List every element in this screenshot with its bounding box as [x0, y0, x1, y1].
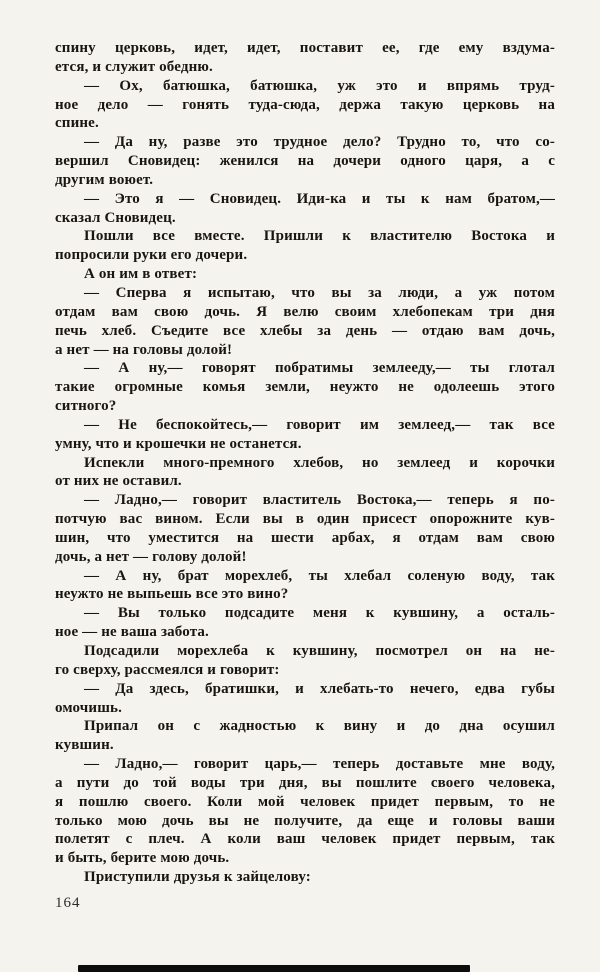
text-line: я пошлю своего. Коли мой человек придет первым, то не — [55, 793, 555, 810]
page-text-block — [55, 39, 555, 887]
text-line: ное — не ваша забота. — [55, 624, 209, 641]
text-line: — Это я — Сновидец. Иди-ка и ты к нам братом,— — [84, 190, 555, 207]
page-number: 164 — [55, 895, 81, 911]
text-line: Подсадили морехлеба к кувшину, посмотрел он на не- — [84, 643, 555, 659]
text-line: ситного? — [55, 398, 117, 415]
text-line: дочь, а нет — голову долой! — [55, 548, 247, 565]
text-line: ное дело — гонять туда-сюда, держа такую церковь на — [55, 96, 555, 113]
text-line: — А ну,— говорят побратимы землееду,— ты глотал — [84, 360, 555, 377]
text-line: — Да здесь, братишки, и хлебать-то нечего, едва губы — [84, 680, 555, 697]
text-line: Припал он с жадностью к вину и до дна осушил — [84, 718, 555, 735]
text-line: го сверху, рассмеялся и говорит: — [55, 661, 280, 678]
text-line: другим воюет. — [55, 171, 154, 188]
text-line: вершил Сновидец: женился на дочери одного царя, а с — [55, 153, 555, 170]
text-line: — Ладно,— говорит властитель Востока,— теперь я по- — [84, 492, 555, 509]
text-line: неужто не выпьешь все это вино? — [55, 586, 289, 603]
text-line: омочишь. — [55, 699, 122, 716]
text-line: отдам вам свою дочь. Я велю своим хлебопекам три дня — [55, 303, 555, 320]
text-line: Приступили друзья к зайцелову: — [84, 869, 311, 886]
text-line: такие огромные комья земли, неужто не одолеешь этого — [55, 379, 555, 396]
text-line: — Да ну, разве это трудное дело? Трудно то, что со- — [84, 134, 555, 151]
scan-edge-artifact — [78, 965, 470, 972]
text-line: и быть, берите мою дочь. — [55, 850, 230, 867]
text-line: а нет — на головы долой! — [55, 341, 233, 358]
text-line: — А ну, брат морехлеб, ты хлебал соленую воду, так — [84, 567, 555, 584]
text-line: спину церковь, идет, идет, поставит ее, где ему вздума- — [55, 40, 555, 56]
text-line: ется, и служит обедню. — [55, 58, 213, 75]
text-line: шин, что уместится на шести арбах, я отдам вам свою — [55, 529, 555, 546]
text-line: от них не оставил. — [55, 473, 182, 490]
text-line: Испекли много-премного хлебов, но землеед и корочки — [84, 454, 555, 471]
text-line: кувшин. — [55, 737, 114, 754]
text-line: спине. — [55, 115, 99, 132]
text-line: — Сперва я испытаю, что вы за люди, а уж потом — [84, 284, 555, 301]
text-line: только мою дочь вы не получите, да еще и головы ваши — [55, 812, 555, 829]
text-line: умну, что и крошечки не останется. — [55, 435, 302, 452]
text-line: полетят с плеч. А коли ваш человек придет первым, так — [55, 831, 555, 848]
text-line: потчую вас вином. Если вы в один присест опорожните кув- — [55, 511, 555, 528]
text-line: сказал Сновидец. — [55, 209, 176, 226]
text-line: Пошли все вместе. Пришли к властителю Востока и — [84, 228, 555, 245]
text-line: печь хлеб. Съедите все хлебы за день — отдаю вам дочь, — [55, 322, 555, 339]
text-line: — Ладно,— говорит царь,— теперь доставьте мне воду, — [84, 756, 555, 773]
text-line: попросили руки его дочери. — [55, 247, 248, 264]
text-line: — Вы только подсадите меня к кувшину, а осталь- — [84, 605, 555, 622]
text-line: — Ох, батюшка, батюшка, уж это и впрямь труд- — [84, 77, 555, 94]
text-line: А он им в ответ: — [84, 266, 198, 283]
text-line: а пути до той воды три дня, вы пошлите своего человека, — [55, 774, 555, 791]
text-line: — Не беспокойтесь,— говорит им землеед,— так все — [84, 416, 555, 433]
